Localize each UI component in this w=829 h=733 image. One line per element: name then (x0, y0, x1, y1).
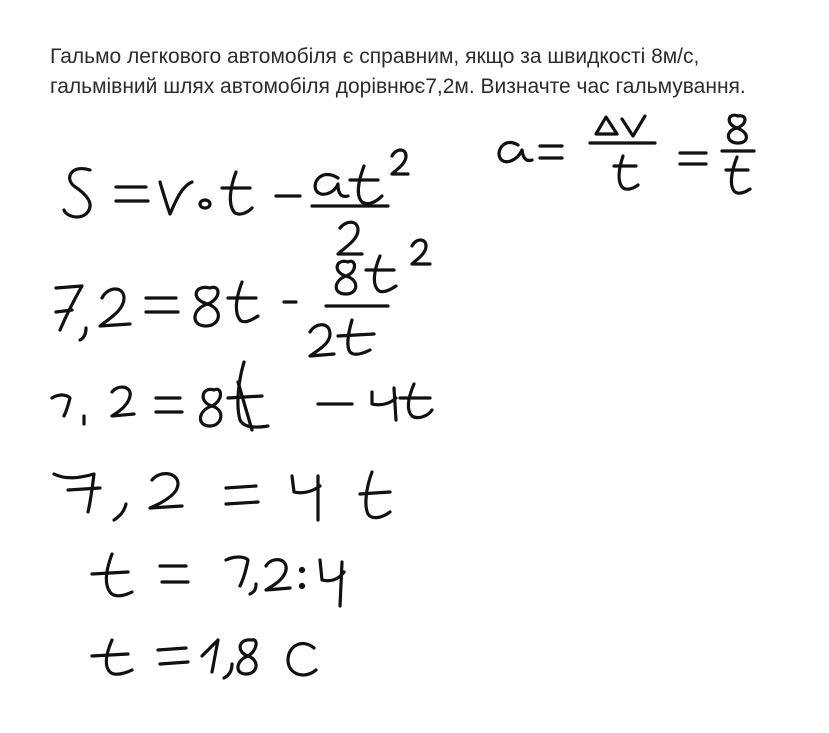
solution-line-1 (64, 150, 408, 254)
solution-line-4 (54, 472, 390, 520)
solution-line-2 (56, 240, 430, 356)
problem-text: Гальмо легкового автомобіля є справним, якщо за швидкості 8м/с, гальмівний шлях автомобіля дорівнює7,2м. Визначте час гальмування. (50, 45, 746, 98)
acceleration-formula (499, 115, 754, 193)
solution-line-6 (92, 640, 316, 678)
solution-line-5 (92, 554, 344, 606)
solution-line-3 (52, 362, 432, 430)
